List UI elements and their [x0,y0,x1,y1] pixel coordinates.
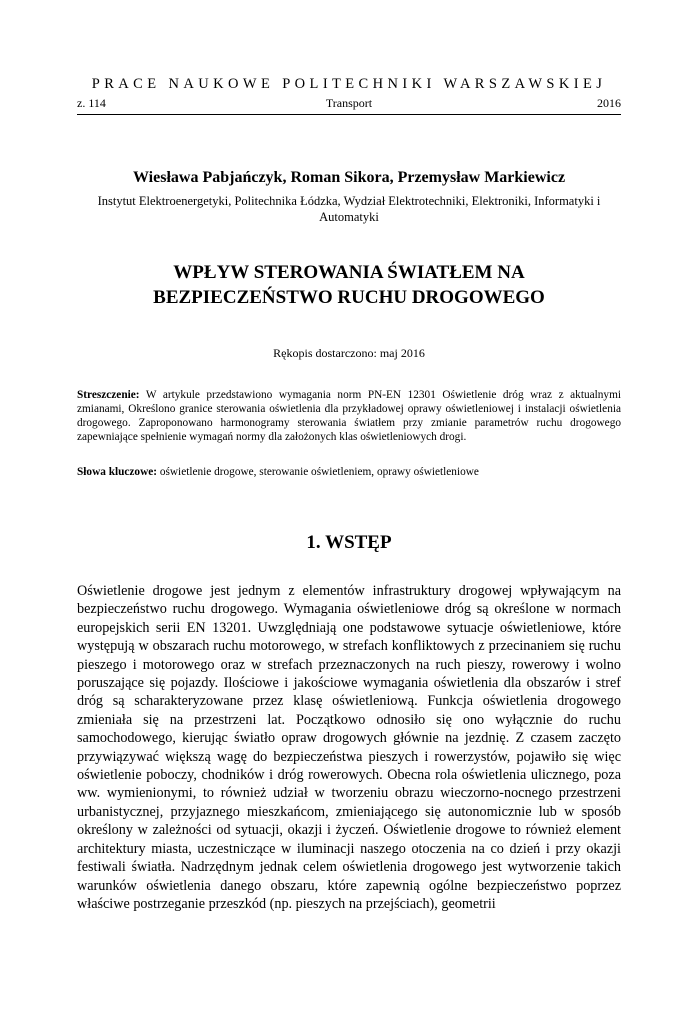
affiliation: Instytut Elektroenergetyki, Politechnika Łódzka, Wydział Elektrotechniki, Elektroniki, Informatyki i Automatyki [97,194,601,224]
paper-title [77,260,621,310]
received-date: Rękopis dostarczono: maj 2016 [273,346,425,360]
journal-meta-row [77,96,621,115]
title-line-1: WPŁYW STEROWANIA ŚWIATŁEM NA [173,262,525,283]
keywords-label: Słowa kluczowe: [77,466,158,478]
section-heading: 1. WSTĘP [306,532,392,553]
issue-number: z. 114 [77,96,106,110]
title-line-2: BEZPIECZEŃSTWO RUCHU DROGOWEGO [153,287,545,308]
author-list: Wiesława Pabjańczyk, Roman Sikora, Przemysław Markiewicz [132,169,566,186]
section-body: Oświetlenie drogowe jest jednym z elementów infrastruktury drogowej wpływającym na bezpieczeństwo ruchu drogowego. Wymagania oświetleniowe dróg są określone w normach europejskich serii EN 13201. Uwzględniają one podstawowe sytuacje oświetleniowe, które występują w obszarach ruchu motorowego, w strefach konfliktowych z przecinaniem się ruchu pieszego i motorowego oraz w strefach przeznaczonych na ruch pieszy, rowerowy i wolno poruszające się pojazdy. Ilościowe i jakościowe wymagania oświetlenia dla obszarów i stref dróg są scharakteryzowane przez klasę oświetleniową. Funkcja oświetlenia drogowego zmieniała się na przestrzeni lat. Początkowo odnosiło się ono wyłącznie do ruchu samochodowego, kierując światło opraw drogowych głównie na jezdnię. Z czasem zaczęto przywiązywać większą wagę do bezpieczeństwa pieszych i rowerzystów, pojawiło się więc oświetlenie poboczy, chodników i dróg rowerowych. Obecna rola oświetlenia ulicznego, poza ww. wymienionymi, to również udział w tworzeniu obrazu wieczorno-nocnego przestrzeni urbanistycznej, przyjaznego mieszkańcom, zmieniającego się autonomicznie lub w sposób określony w zależności od sytuacji, okazji i życzeń. Oświetlenie drogowe to również element architektury miasta, uczestniczące w iluminacji naszego otoczenia na co dzień i przy okazji festiwali światła. Nadrzędnym jednak celem oświetlenia drogowego jest wytworzenie takich warunków oświetlenia danego obszaru, które zapewnią ogólne bezpieczeństwo poprzez właściwe postrzeganie przeszkód (np. pieszych na przejściach), geometrii [77,583,621,912]
abstract-label: Streszczenie: [77,389,140,401]
publication-year: 2016 [597,96,621,110]
keywords-text: oświetlenie drogowe, sterowanie oświetleniem, oprawy oświetleniowe [157,466,479,478]
keywords [77,465,621,479]
abstract [77,388,621,444]
series-name: Transport [325,96,373,110]
abstract-text: W artykule przedstawiono wymagania norm PN-EN 12301 Oświetlenie dróg wraz z aktualnymi zmianami, Określono granice sterowania oświetlenia dla przykładowej oprawy oświetleniowej i instalacji oświetlenia drogowego. Zaproponowano harmonogramy sterowania światłem przy zmianie parametrów ruchu drogowego zapewniające spełnienie wymagań normy dla założonych klas oświetleniowych drogi. [77,389,621,443]
journal-name: PRACE NAUKOWE POLITECHNIKI WARSZAWSKIEJ [91,76,607,92]
